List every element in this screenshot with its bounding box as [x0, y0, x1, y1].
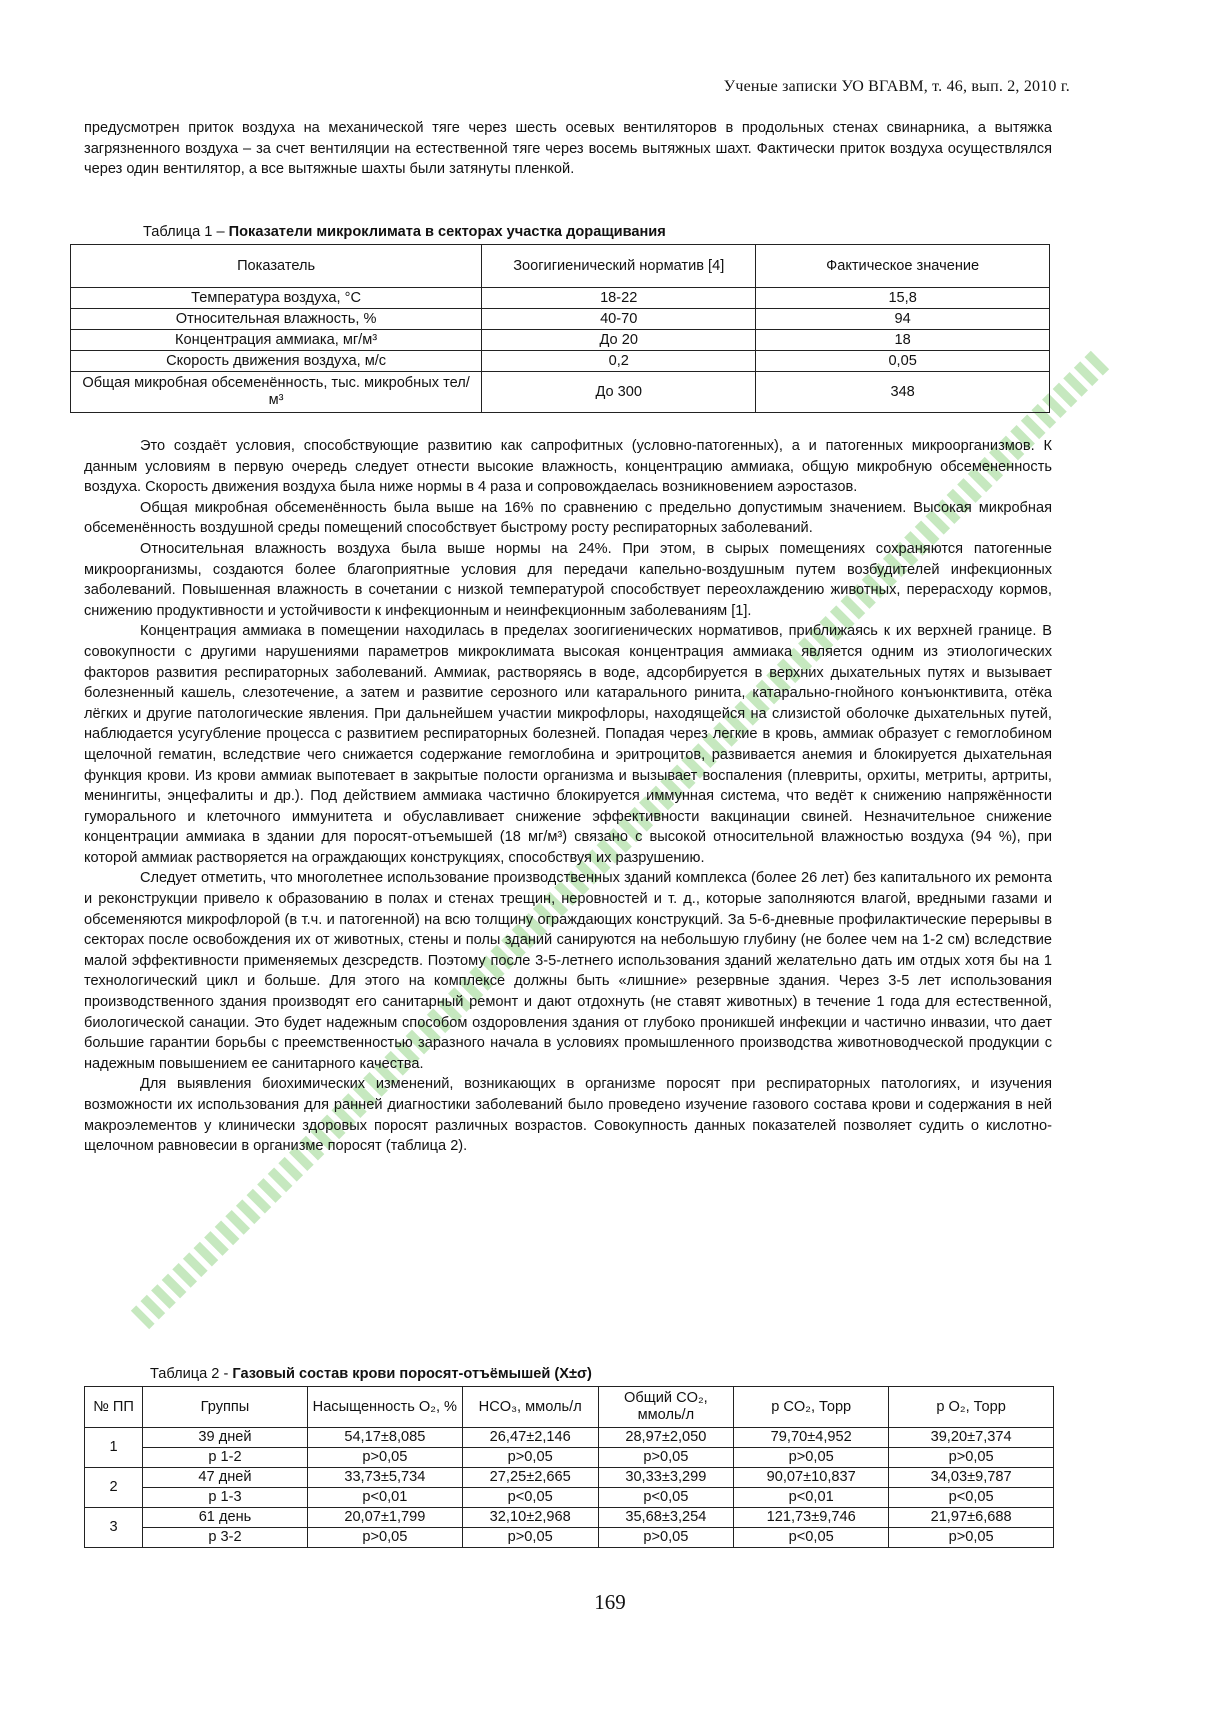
- table-row: [71, 309, 1050, 330]
- table-cell: p<0,01: [734, 1488, 889, 1508]
- table-cell: 61 день: [143, 1508, 308, 1528]
- table1-header-cell: Фактическое значение: [756, 245, 1050, 288]
- table2-header-cell: Общий CO₂, ммоль/л: [598, 1387, 734, 1428]
- table-cell: р 3-2: [143, 1528, 308, 1548]
- table1-header-cell: Показатель: [71, 245, 482, 288]
- table-row: [71, 351, 1050, 372]
- group-number: 1: [85, 1428, 143, 1468]
- table-cell: p<0,01: [307, 1488, 462, 1508]
- table-cell: 18: [756, 330, 1050, 351]
- table-cell: До 20: [482, 330, 756, 351]
- table-cell: 94: [756, 309, 1050, 330]
- table1-header-cell: Зоогигиенический норматив [4]: [482, 245, 756, 288]
- table-cell: Температура воздуха, °С: [71, 288, 482, 309]
- intro-paragraph: [84, 118, 1052, 180]
- table-cell: 30,33±3,299: [598, 1468, 734, 1488]
- table-row: [85, 1508, 1054, 1528]
- table-cell: 39,20±7,374: [889, 1428, 1054, 1448]
- table-cell: p>0,05: [307, 1448, 462, 1468]
- paragraph: Для выявления биохимических изменений, возникающих в организме поросят при респираторных патологиях, и изучения возможности их использования для ранней диагностики заболеваний было проведено изучение газового состава крови и содержания в ней макроэлементов у клинически здоровых поросят различных возрастов. Совокупность данных показателей позволяет судить о кислотно-щелочном равновесии в организме поросят (таблица 2).: [84, 1076, 1052, 1155]
- table2-header-row: [85, 1387, 1054, 1428]
- group-number: 2: [85, 1468, 143, 1508]
- blood-gas-table: [84, 1386, 1054, 1548]
- table-cell: Скорость движения воздуха, м/с: [71, 351, 482, 372]
- table-row: [85, 1528, 1054, 1548]
- paragraph: Концентрация аммиака в помещении находилась в пределах зоогигиенических нормативов, приближаясь к их верхней границе. В совокупности с другими нарушениями параметров микроклимата высокая концентрация аммиака является одним из этиологических факторов развития респираторных заболеваний. Аммиак, растворяясь в воде, адсорбируется в верхних дыхательных путях и вызывает болезненный кашель, слезотечение, а затем и развитие серозного или катарального ринита, катарально-гнойного конъюнктивита, отёка лёгких и другие патологические явления. При дальнейшем участии микрофлоры, находящейся на слизистой оболочке дыхательных путей, наблюдается усугубление процесса с развитием респираторных болезней. Попадая через легкие в кровь, аммиак образует с гемоглобином щелочной гематин, вследствие чего снижается содержание гемоглобина и эритроцитов, развивается анемия и блокируется дыхательная функция крови. Из крови аммиак выпотевает в закрытые полости организма и вызывает воспаления (плевриты, орхиты, метриты, артриты, менингиты, энцефалиты и др.). Под действием аммиака частично блокируется иммунная система, что ведёт к снижению напряжённости гуморального и клеточного иммунитета и обуславливает снижение эффективности вакцинации свиней. Незначительное снижение концентрации аммиака в здании для поросят-отъемышей (18 мг/м³) связано с высокой относительной влажностью воздуха (94 %), при которой аммиак растворяется на ограждающих конструкциях, способствуя их разрушению.: [84, 623, 1052, 866]
- table2-caption-prefix: Таблица 2 -: [150, 1366, 233, 1382]
- table-row: [85, 1448, 1054, 1468]
- table1-caption-title: Показатели микроклимата в секторах участка доращивания: [228, 224, 666, 240]
- table-cell: p>0,05: [307, 1528, 462, 1548]
- table-row: [85, 1428, 1054, 1448]
- paragraph: Следует отметить, что многолетнее использование производственных зданий комплекса (более 26 лет) без капитального их ремонта и реконструкции привело к образованию в полах и стенах трещин, неровностей и т. д., которые заполняются влагой, вредными газами и обсеменяются микрофлорой (в т.ч. и патогенной) на всю толщину ограждающих конструкций. За 5-6-дневные профилактические перерывы в секторах после освобождения их от животных, стены и полы зданий санируются на небольшую глубину (не более чем на 1-2 см) вследствие малой эффективности применяемых дезсредств. Поэтому после 3-5-летнего использования зданий желательно дать им отдых хотя бы на 1 технологический цикл и больше. Для этого на комплексе должны быть «лишние» резервные здания. Через 3-5 лет использования производственного здания производят его санитарный ремонт и дают отдохнуть (не ставят животных) в течение 1 года для естественной, биологической санации. Это будет надежным способом оздоровления здания от глубоко проникшей инфекции и частично инвазии, что дает большие гарантии борьбы с преемственностью заразного начала в условиях промышленного производства животноводческой продукции с надежным повышением ее санитарного качества.: [84, 870, 1052, 1072]
- page-number: 169: [594, 1590, 626, 1614]
- table-row: [71, 288, 1050, 309]
- table-cell: Концентрация аммиака, мг/м³: [71, 330, 482, 351]
- table2-header-cell: № ПП: [85, 1387, 143, 1428]
- group-number: 3: [85, 1508, 143, 1548]
- table-cell: Общая микробная обсеменённость, тыс. микробных тел/м³: [71, 372, 482, 413]
- table-cell: 18-22: [482, 288, 756, 309]
- table1-header-row: [71, 245, 1050, 288]
- table-cell: 35,68±3,254: [598, 1508, 734, 1528]
- paragraph: Общая микробная обсеменённость была выше на 16% по сравнению с предельно допустимым значением. Высокая микробная обсеменённость воздушной среды помещений способствует быстрому росту респираторных заболеваний.: [84, 499, 1052, 537]
- table-cell: 20,07±1,799: [307, 1508, 462, 1528]
- table-cell: p<0,05: [462, 1488, 598, 1508]
- table-cell: 0,2: [482, 351, 756, 372]
- microclimate-table: [70, 244, 1050, 413]
- table-cell: 32,10±2,968: [462, 1508, 598, 1528]
- table1-caption: [143, 224, 666, 240]
- table-cell: p<0,05: [598, 1488, 734, 1508]
- table-cell: 34,03±9,787: [889, 1468, 1054, 1488]
- table2-caption: [150, 1366, 592, 1382]
- table2-header-cell: p O₂, Торр: [889, 1387, 1054, 1428]
- table-row: [71, 330, 1050, 351]
- table-cell: 54,17±8,085: [307, 1428, 462, 1448]
- table-cell: 40-70: [482, 309, 756, 330]
- table-cell: p>0,05: [462, 1448, 598, 1468]
- table-cell: 33,73±5,734: [307, 1468, 462, 1488]
- table-cell: 90,07±10,837: [734, 1468, 889, 1488]
- table-cell: 15,8: [756, 288, 1050, 309]
- table-cell: p>0,05: [734, 1448, 889, 1468]
- table-cell: 28,97±2,050: [598, 1428, 734, 1448]
- table-cell: 121,73±9,746: [734, 1508, 889, 1528]
- paragraph: Это создаёт условия, способствующие развитию как сапрофитных (условно-патогенных), а и патогенных микроорганизмов. К данным условиям в первую очередь следует отнести высокие влажность, концентрацию аммиака, общую микробную обсемененность воздуха. Скорость движения воздуха была ниже нормы в 4 раза и сопровождаелась возникновением аэростазов.: [84, 438, 1052, 496]
- table-cell: 21,97±6,688: [889, 1508, 1054, 1528]
- main-text: [84, 436, 1052, 1157]
- table-cell: p>0,05: [598, 1528, 734, 1548]
- table1-caption-prefix: Таблица 1 –: [143, 224, 229, 240]
- table-cell: 348: [756, 372, 1050, 413]
- intro-text: предусмотрен приток воздуха на механической тяге через шесть осевых вентиляторов в продольных стенах свинарника, а вытяжка загрязненного воздуха – за счет вентиляции на естественной тяге через восемь вытяжных шахт. Фактически приток воздуха осуществлялся через один вентилятор, а все вытяжные шахты были затянуты пленкой.: [84, 120, 1052, 178]
- table-cell: 27,25±2,665: [462, 1468, 598, 1488]
- table2-caption-title: Газовый состав крови поросят-отъёмышей (X±σ): [232, 1366, 592, 1382]
- table-cell: р 1-2: [143, 1448, 308, 1468]
- table-cell: p>0,05: [889, 1528, 1054, 1548]
- table-cell: До 300: [482, 372, 756, 413]
- table-cell: р 1-3: [143, 1488, 308, 1508]
- table2-header-cell: Группы: [143, 1387, 308, 1428]
- table2-header-cell: p CO₂, Торр: [734, 1387, 889, 1428]
- table-row: [85, 1488, 1054, 1508]
- table2-header-cell: Насыщенность O₂, %: [307, 1387, 462, 1428]
- table2-header-cell: HCO₃, ммоль/л: [462, 1387, 598, 1428]
- table-cell: p>0,05: [462, 1528, 598, 1548]
- table-cell: p<0,05: [889, 1488, 1054, 1508]
- journal-header: Ученые записки УО ВГАВМ, т. 46, вып. 2, 2010 г.: [723, 78, 1070, 95]
- table-cell: 39 дней: [143, 1428, 308, 1448]
- table-cell: p>0,05: [598, 1448, 734, 1468]
- table-cell: 79,70±4,952: [734, 1428, 889, 1448]
- table-cell: 26,47±2,146: [462, 1428, 598, 1448]
- paragraph: Относительная влажность воздуха была выше нормы на 24%. При этом, в сырых помещениях сохраняются патогенные микроорганизмы, создаются более благоприятные условия для передачи капельно-воздушным путем возбудителей инфекционных заболеваний. Повышенная влажность в сочетании с низкой температурой способствует переохлаждению животных, перерасходу кормов, снижению продуктивности и устойчивости к инфекционным и неинфекционным заболеваниям [1].: [84, 540, 1052, 619]
- table-row: [71, 372, 1050, 413]
- table-cell: p<0,05: [734, 1528, 889, 1548]
- table-cell: Относительная влажность, %: [71, 309, 482, 330]
- table-cell: 47 дней: [143, 1468, 308, 1488]
- table-row: [85, 1468, 1054, 1488]
- table-cell: p>0,05: [889, 1448, 1054, 1468]
- table-cell: 0,05: [756, 351, 1050, 372]
